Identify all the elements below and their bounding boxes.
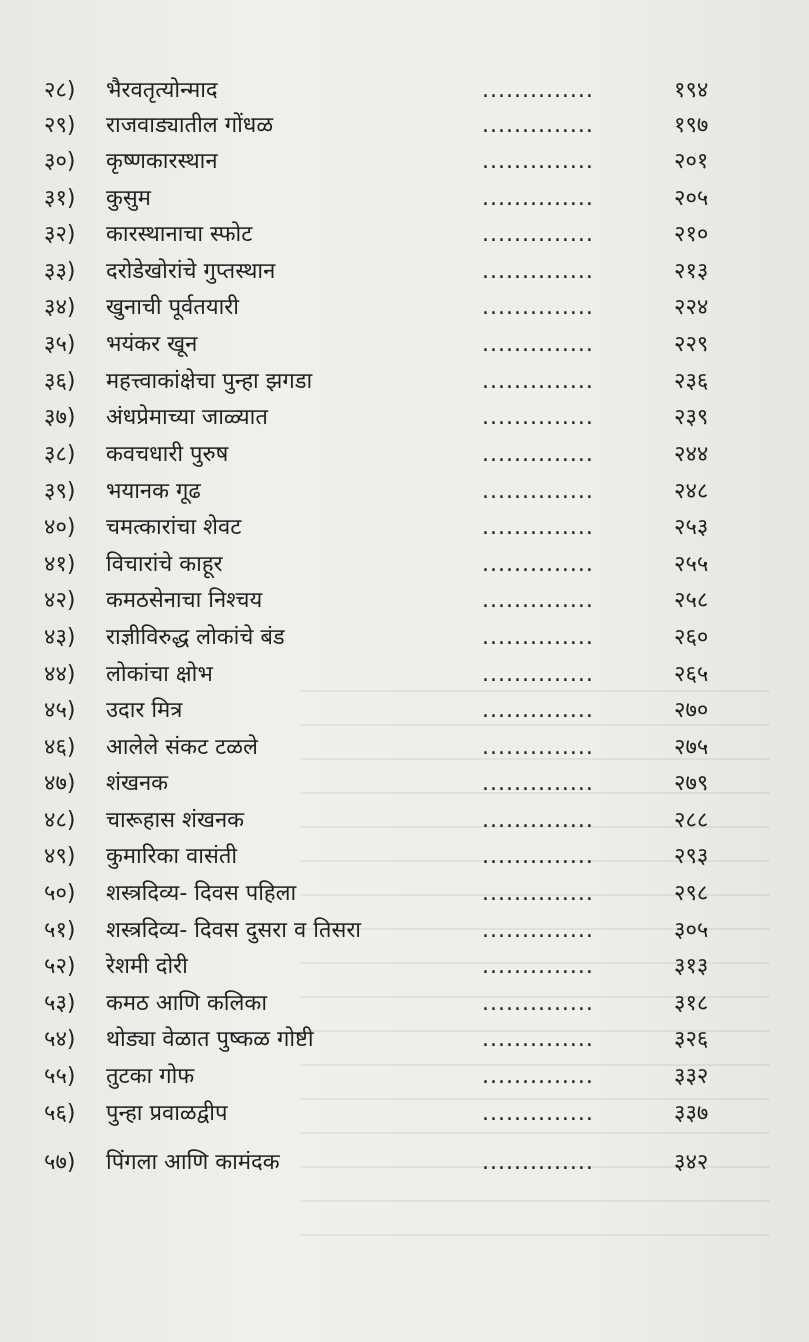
page-number: ३०५ — [674, 918, 709, 943]
chapter-title: कृष्णकारस्थान — [106, 149, 218, 174]
page-number: २८८ — [674, 808, 709, 833]
chapter-title: कमठ आणि कलिका — [106, 991, 268, 1016]
leader-dots: .............. — [482, 222, 594, 247]
page-number: २३९ — [674, 405, 709, 430]
chapter-number: ५३) — [44, 991, 76, 1016]
leader-dots: .............. — [482, 881, 594, 906]
chapter-number: ४१) — [44, 552, 76, 577]
chapter-title: रेशमी दोरी — [106, 954, 188, 979]
toc-entry — [44, 766, 774, 802]
leader-dots: .............. — [482, 735, 594, 760]
chapter-number: ५२) — [44, 954, 76, 979]
chapter-title: महत्त्वाकांक्षेचा पुन्हा झगडा — [106, 369, 313, 394]
page-number: २३६ — [674, 369, 709, 394]
page-number: ३१३ — [674, 954, 709, 979]
toc-entry — [44, 693, 774, 729]
leader-dots: .............. — [482, 844, 594, 869]
chapter-number: २९) — [44, 113, 76, 138]
page-number: ३३७ — [674, 1101, 709, 1126]
chapter-number: ३१) — [44, 186, 76, 211]
page-number: ३२६ — [674, 1027, 709, 1052]
toc-entry — [44, 144, 774, 180]
toc-entry — [44, 474, 774, 510]
toc-entry — [44, 1059, 774, 1095]
page-number: २१० — [674, 222, 709, 247]
leader-dots: .............. — [482, 442, 594, 467]
toc-entry — [44, 108, 774, 144]
toc-entry — [44, 290, 774, 326]
page-number: २९८ — [674, 881, 709, 906]
chapter-title: कुसुम — [106, 186, 151, 211]
page-number: २४८ — [674, 479, 709, 504]
chapter-title: थोड्या वेळात पुष्कळ गोष्टी — [106, 1027, 314, 1052]
page-number: २०१ — [674, 149, 709, 174]
chapter-title: शंखनक — [106, 771, 169, 796]
toc-entry — [44, 986, 774, 1022]
chapter-title: भयंकर खून — [106, 332, 198, 357]
page-number: २०५ — [674, 186, 709, 211]
chapter-number: ४७) — [44, 771, 76, 796]
chapter-title: भैरवतृत्योन्माद — [106, 78, 218, 103]
page-number: ३४२ — [674, 1150, 709, 1175]
toc-entry — [44, 876, 774, 912]
chapter-title: पुन्हा प्रवाळद्वीप — [106, 1101, 228, 1126]
chapter-number: ४४) — [44, 662, 76, 687]
chapter-number: ३४) — [44, 295, 76, 320]
leader-dots: .............. — [482, 113, 594, 138]
page-number: २७५ — [674, 735, 709, 760]
chapter-title: शस्त्रदिव्य- दिवस दुसरा व तिसरा — [106, 918, 362, 943]
chapter-number: ३५) — [44, 332, 76, 357]
chapter-title: शस्त्रदिव्य- दिवस पहिला — [106, 881, 297, 906]
page-number: २२४ — [674, 295, 709, 320]
leader-dots: .............. — [482, 588, 594, 613]
leader-dots: .............. — [482, 918, 594, 943]
page-number: २६० — [674, 625, 709, 650]
page-number: २५३ — [674, 515, 709, 540]
chapter-number: ३९) — [44, 479, 76, 504]
leader-dots: .............. — [482, 515, 594, 540]
chapter-number: ४३) — [44, 625, 76, 650]
leader-dots: .............. — [482, 808, 594, 833]
toc-entry — [44, 913, 774, 949]
chapter-title: खुनाची पूर्वतयारी — [106, 295, 239, 320]
toc-entry — [44, 803, 774, 839]
chapter-title: कवचधारी पुरुष — [106, 442, 229, 467]
chapter-number: ३३) — [44, 259, 76, 284]
leader-dots: .............. — [482, 552, 594, 577]
page-number: २६५ — [674, 662, 709, 687]
page-number: २७० — [674, 698, 709, 723]
chapter-number: २८) — [44, 78, 76, 103]
toc-entry — [44, 364, 774, 400]
chapter-number: ३८) — [44, 442, 76, 467]
leader-dots: .............. — [482, 991, 594, 1016]
chapter-number: ४६) — [44, 735, 76, 760]
chapter-title: कुमारिका वासंती — [106, 844, 238, 869]
chapter-number: ३०) — [44, 149, 76, 174]
leader-dots: .............. — [482, 405, 594, 430]
chapter-number: ४२) — [44, 588, 76, 613]
leader-dots: .............. — [482, 1150, 594, 1175]
toc-entry — [44, 510, 774, 546]
leader-dots: .............. — [482, 954, 594, 979]
chapter-title: लोकांचा क्षोभ — [106, 662, 213, 687]
toc-entry — [44, 437, 774, 473]
toc-entry — [44, 657, 774, 693]
toc-entry — [44, 181, 774, 217]
chapter-title: चारूहास शंखनक — [106, 808, 245, 833]
toc-entry — [44, 1096, 774, 1132]
leader-dots: .............. — [482, 1101, 594, 1126]
chapter-number: ५४) — [44, 1027, 76, 1052]
toc-entry — [44, 547, 774, 583]
page-number: २१३ — [674, 259, 709, 284]
page-number: ३३२ — [674, 1064, 709, 1089]
leader-dots: .............. — [482, 259, 594, 284]
leader-dots: .............. — [482, 369, 594, 394]
chapter-number: ४५) — [44, 698, 76, 723]
leader-dots: .............. — [482, 295, 594, 320]
chapter-title: भयानक गूढ — [106, 479, 201, 504]
page-number: ३१८ — [674, 991, 709, 1016]
chapter-number: ३२) — [44, 222, 76, 247]
chapter-title: राज्ञीविरुद्ध लोकांचे बंड — [106, 625, 285, 650]
leader-dots: .............. — [482, 78, 594, 103]
chapter-number: ५६) — [44, 1101, 76, 1126]
chapter-number: ४८) — [44, 808, 76, 833]
chapter-number: ५७) — [44, 1150, 76, 1175]
page-number: १९४ — [674, 78, 709, 103]
leader-dots: .............. — [482, 771, 594, 796]
toc-entry — [44, 400, 774, 436]
leader-dots: .............. — [482, 698, 594, 723]
chapter-number: ५०) — [44, 881, 76, 906]
toc-entry — [44, 583, 774, 619]
toc-entry — [44, 327, 774, 363]
chapter-title: चमत्कारांचा शेवट — [106, 515, 242, 540]
chapter-number: ३७) — [44, 405, 76, 430]
chapter-number: ४०) — [44, 515, 76, 540]
page-number: २२९ — [674, 332, 709, 357]
chapter-title: दरोडेखोरांचे गुप्तस्थान — [106, 259, 276, 284]
toc-entry — [44, 1145, 774, 1181]
page-number: २५५ — [674, 552, 709, 577]
toc-entry — [44, 730, 774, 766]
chapter-title: अंधप्रेमाच्या जाळ्यात — [106, 405, 268, 430]
toc-entry — [44, 949, 774, 985]
chapter-title: विचारांचे काहूर — [106, 552, 223, 577]
page-number: २५८ — [674, 588, 709, 613]
chapter-title: उदार मित्र — [106, 698, 183, 723]
toc-entry — [44, 73, 774, 109]
chapter-title: राजवाड्यातील गोंधळ — [106, 113, 274, 138]
leader-dots: .............. — [482, 186, 594, 211]
toc-entry — [44, 839, 774, 875]
leader-dots: .............. — [482, 1064, 594, 1089]
chapter-title: आलेले संकट टळले — [106, 735, 258, 760]
chapter-title: पिंगला आणि कामंदक — [106, 1150, 280, 1175]
chapter-number: ५५) — [44, 1064, 76, 1089]
leader-dots: .............. — [482, 479, 594, 504]
leader-dots: .............. — [482, 662, 594, 687]
leader-dots: .............. — [482, 332, 594, 357]
chapter-title: कमठसेनाचा निश्चय — [106, 588, 263, 613]
chapter-number: ३६) — [44, 369, 76, 394]
leader-dots: .............. — [482, 625, 594, 650]
chapter-number: ४९) — [44, 844, 76, 869]
toc-entry — [44, 1022, 774, 1058]
chapter-title: कारस्थानाचा स्फोट — [106, 222, 253, 247]
leader-dots: .............. — [482, 1027, 594, 1052]
toc-entry — [44, 217, 774, 253]
page-number: १९७ — [674, 113, 709, 138]
toc-entry — [44, 620, 774, 656]
page-number: २९३ — [674, 844, 709, 869]
chapter-number: ५१) — [44, 918, 76, 943]
chapter-title: तुटका गोफ — [106, 1064, 195, 1089]
toc-entry — [44, 254, 774, 290]
leader-dots: .............. — [482, 149, 594, 174]
page-number: २७९ — [674, 771, 709, 796]
page-number: २४४ — [674, 442, 709, 467]
